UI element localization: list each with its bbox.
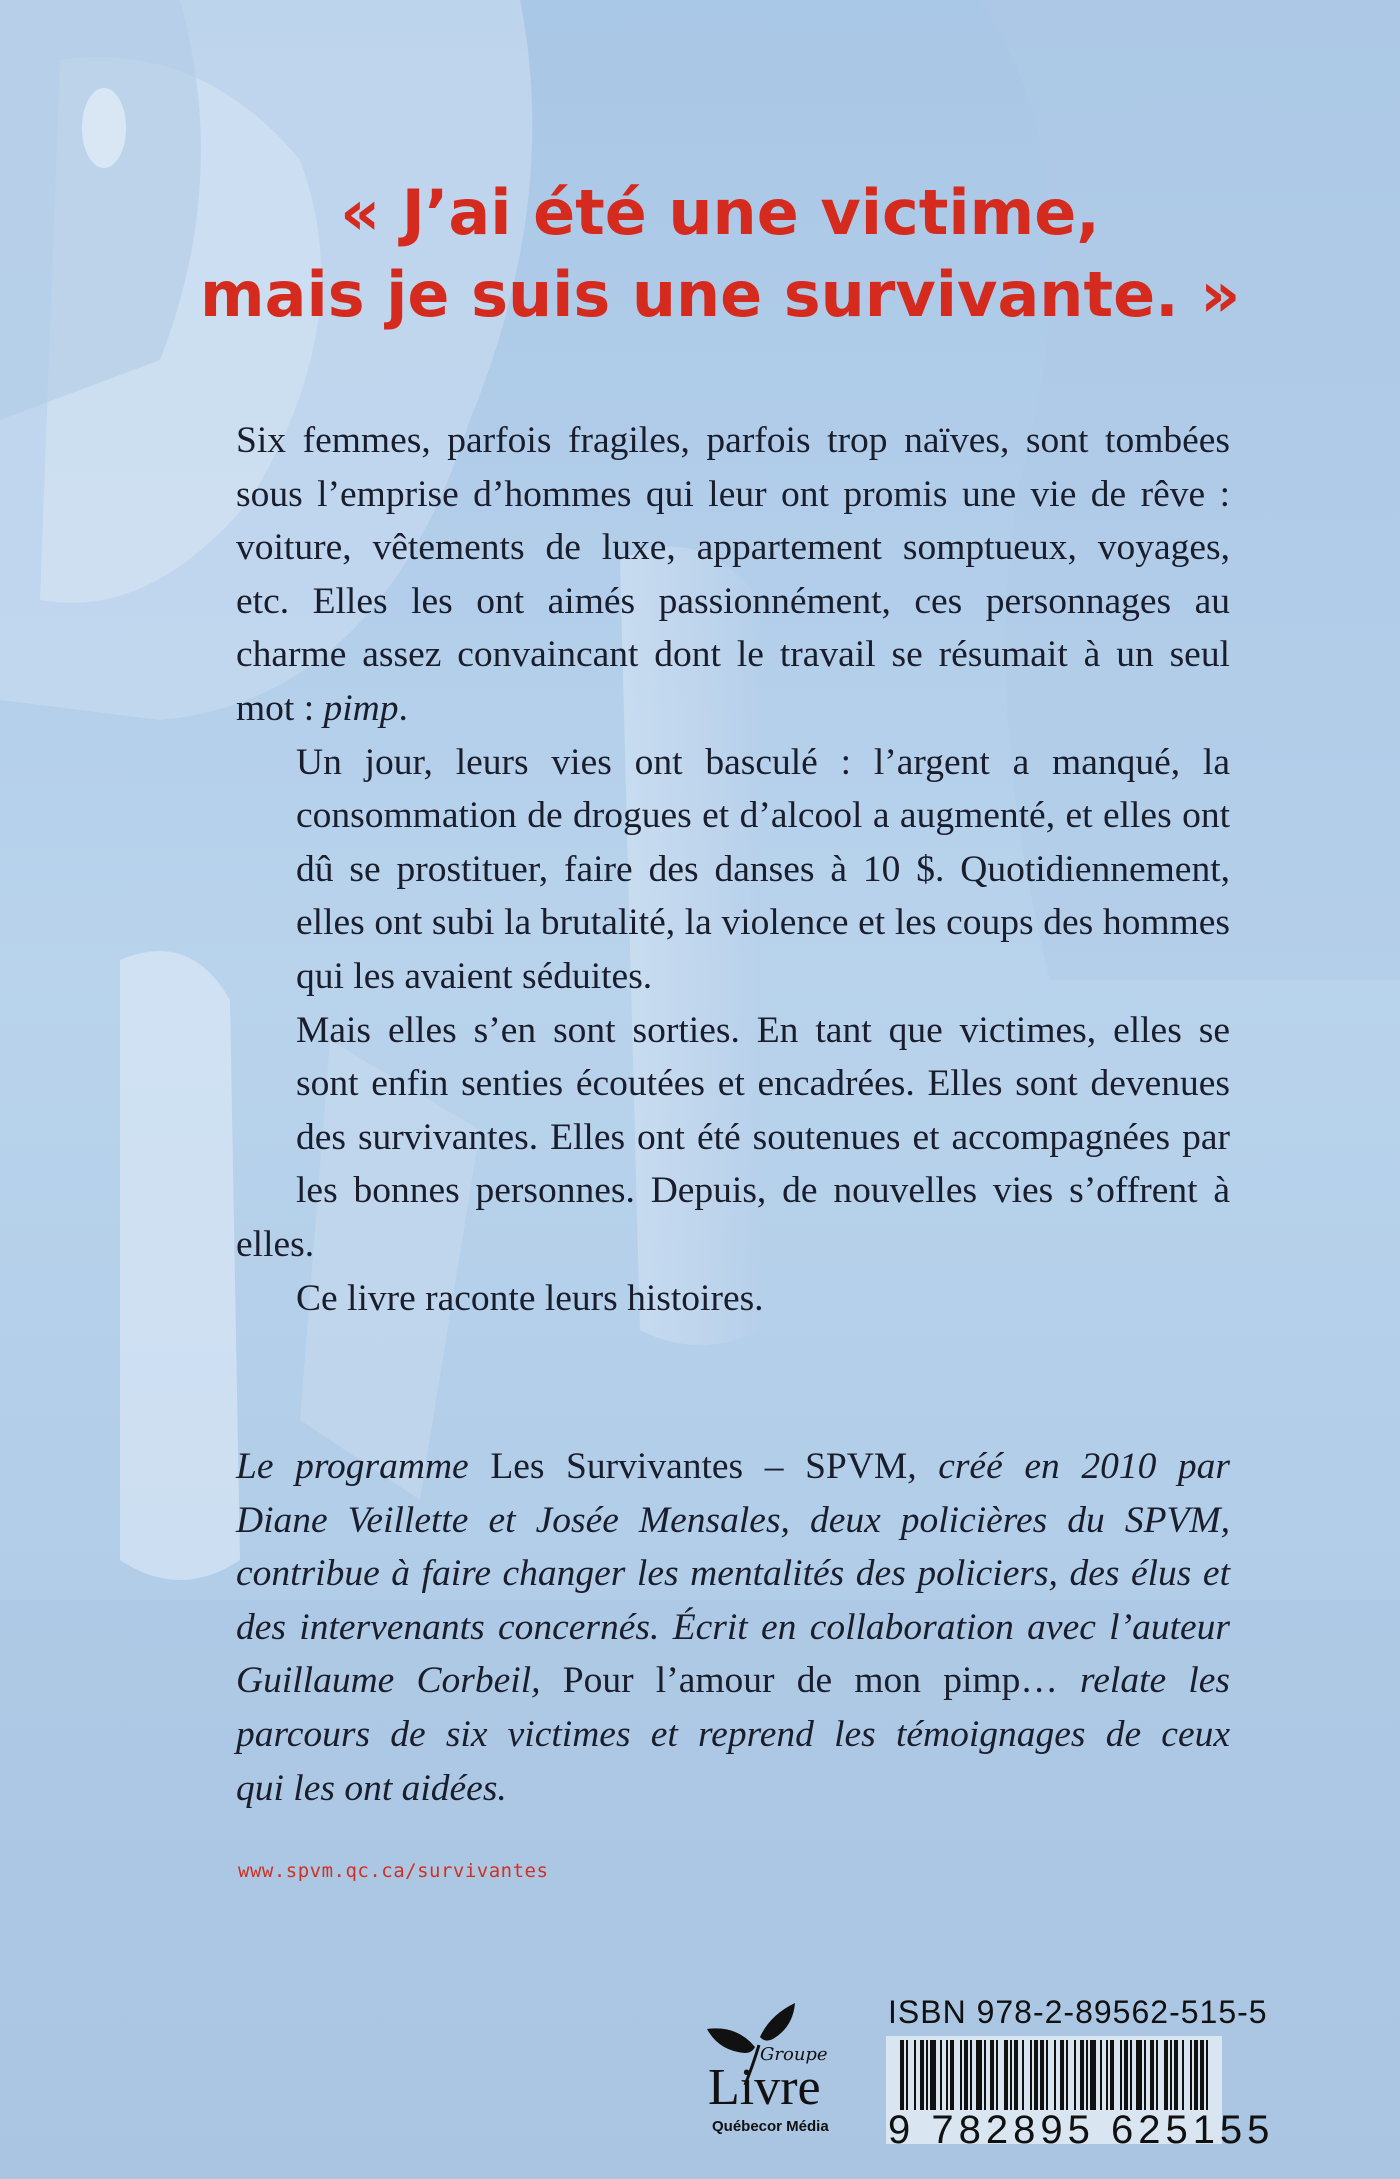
book-title: Pour l’amour de mon pimp… xyxy=(562,1660,1058,1702)
barcode-bar xyxy=(1066,2040,1068,2110)
text-segment: relate les xyxy=(1057,1660,1231,1702)
program-name: Les Survivantes – SPVM xyxy=(490,1446,908,1487)
barcode-bar xyxy=(1124,2040,1128,2110)
text-line xyxy=(236,682,1230,736)
website-link[interactable]: www.spvm.qc.ca/survivantes xyxy=(238,1860,549,1882)
barcode-bar xyxy=(1190,2040,1192,2110)
barcode-bar xyxy=(1010,2040,1012,2110)
publisher-media-label: Québecor Média xyxy=(712,2118,829,2135)
barcode-bars-icon xyxy=(886,2036,1222,2112)
barcode-bar xyxy=(950,2040,954,2110)
barcode-bar xyxy=(1200,2040,1204,2110)
text-segment: Le programme xyxy=(236,1446,491,1487)
barcode-bar xyxy=(1040,2040,1044,2110)
text-line: Ce livre raconte leurs histoires. xyxy=(296,1277,764,1319)
barcode-bar xyxy=(964,2040,968,2110)
barcode-bar xyxy=(1150,2040,1154,2110)
text-line: elles ont subi la brutalité, la violence et les coups des hommes xyxy=(296,902,1230,944)
summary-paragraph-3 xyxy=(236,1004,1230,1272)
publisher-name: Livre xyxy=(708,2059,821,2116)
text-line: consommation de drogues et d’alcool a augmenté, et elles ont xyxy=(296,795,1230,837)
program-description xyxy=(236,1440,1230,1815)
barcode-bar xyxy=(996,2040,998,2110)
text-line xyxy=(236,1440,1230,1494)
barcode-bar xyxy=(1054,2040,1056,2110)
barcode-bar xyxy=(1022,2040,1024,2110)
isbn-label: ISBN 978-2-89562-515-5 xyxy=(888,1994,1268,2030)
text-line: Diane Veillette et Josée Mensales, deux policières du SPVM, xyxy=(236,1499,1230,1541)
barcode-bar xyxy=(900,2040,904,2110)
summary-paragraph-1 xyxy=(236,414,1230,736)
text-line: qui les ont aidées. xyxy=(236,1767,507,1809)
text-line xyxy=(236,1654,1230,1708)
barcode-bar xyxy=(926,2040,928,2110)
text-line: les bonnes personnes. Depuis, de nouvelles vies s’offrent à elles. xyxy=(236,1170,1230,1265)
barcode-bar xyxy=(1030,2040,1032,2110)
barcode-bar xyxy=(906,2040,908,2110)
barcode-bar xyxy=(930,2040,936,2110)
pull-quote-line-1: « J’ai été une victime, xyxy=(340,176,1100,249)
text-line: sous l’emprise d’hommes qui leur ont promis une vie de rêve : xyxy=(236,473,1230,515)
barcode-digits: 9 782895 625155 xyxy=(888,2108,1275,2152)
barcode-bar xyxy=(970,2040,972,2110)
barcode-bar xyxy=(1074,2040,1076,2110)
text-line: des survivantes. Elles ont été soutenues et accompagnées par xyxy=(296,1116,1230,1158)
text-line: charme assez convaincant dont le travail se résumait à un seul xyxy=(236,634,1230,676)
barcode-bar xyxy=(1206,2040,1208,2110)
barcode-bar xyxy=(984,2040,986,2110)
barcode-bar xyxy=(1080,2040,1084,2110)
text-line: voiture, vêtements de luxe, appartement somptueux, voyages, xyxy=(236,527,1230,569)
pimp-word: pimp xyxy=(323,687,399,729)
barcode-bar xyxy=(1004,2040,1008,2110)
barcode-bar xyxy=(1182,2040,1184,2110)
book-summary xyxy=(236,414,1230,1325)
text-line: sont enfin senties écoutées et encadrées. Elles sont devenues xyxy=(296,1063,1230,1105)
pull-quote xyxy=(200,172,1240,336)
barcode-bar xyxy=(1106,2040,1108,2110)
barcode-bar xyxy=(1090,2040,1096,2110)
barcode-bar xyxy=(1060,2040,1064,2110)
text-line: contribue à faire changer les mentalités des policiers, des élus et xyxy=(236,1553,1230,1595)
barcode-bar xyxy=(920,2040,924,2110)
text-segment: . xyxy=(398,687,408,729)
barcode-bar xyxy=(1170,2040,1172,2110)
text-line: Six femmes, parfois fragiles, parfois trop naïves, sont tombées xyxy=(236,420,1230,461)
barcode-bar xyxy=(1156,2040,1158,2110)
barcode-bar xyxy=(1086,2040,1088,2110)
barcode-bar xyxy=(1136,2040,1142,2110)
text-line: dû se prostituer, faire des danses à 10 $. Quotidiennement, xyxy=(296,848,1230,890)
barcode-bar xyxy=(990,2040,994,2110)
barcode-bar xyxy=(976,2040,982,2110)
barcode-bar xyxy=(940,2040,942,2110)
text-line: parcours de six victimes et reprend les témoignages de ceux xyxy=(236,1713,1230,1755)
barcode-bar xyxy=(1100,2040,1102,2110)
barcode-bar xyxy=(914,2040,916,2110)
text-line: Un jour, leurs vies ont basculé : l’argent a manqué, la xyxy=(296,741,1230,783)
summary-paragraph-2 xyxy=(236,736,1230,1004)
text-line: Mais elles s’en sont sorties. En tant que victimes, elles se xyxy=(296,1009,1230,1051)
text-line: qui les avaient séduites. xyxy=(296,955,653,997)
barcode-bar xyxy=(1194,2040,1198,2110)
barcode-bar xyxy=(1014,2040,1018,2110)
text-segment: , créé en 2010 par xyxy=(907,1446,1231,1487)
barcode-bar xyxy=(1034,2040,1038,2110)
barcode-bar xyxy=(1174,2040,1178,2110)
barcode-bar xyxy=(1130,2040,1132,2110)
barcode-bar xyxy=(1110,2040,1114,2110)
pull-quote-line-2: mais je suis une survivante. » xyxy=(200,258,1241,331)
barcode-bar xyxy=(960,2040,962,2110)
barcode-bar xyxy=(1046,2040,1048,2110)
text-segment: Guillaume Corbeil, xyxy=(236,1660,563,1702)
summary-paragraph-4 xyxy=(236,1272,1230,1326)
text-segment: mot : xyxy=(236,687,324,729)
barcode-bar xyxy=(1144,2040,1146,2110)
barcode-bar xyxy=(946,2040,948,2110)
text-line: des intervenants concernés. Écrit en collaboration avec l’auteur xyxy=(236,1606,1230,1648)
barcode-bar xyxy=(1164,2040,1168,2110)
publisher-group-label: Groupe xyxy=(760,2044,828,2065)
text-line: etc. Elles les ont aimés passionnément, ces personnages au xyxy=(236,580,1230,622)
barcode-bar xyxy=(1120,2040,1122,2110)
